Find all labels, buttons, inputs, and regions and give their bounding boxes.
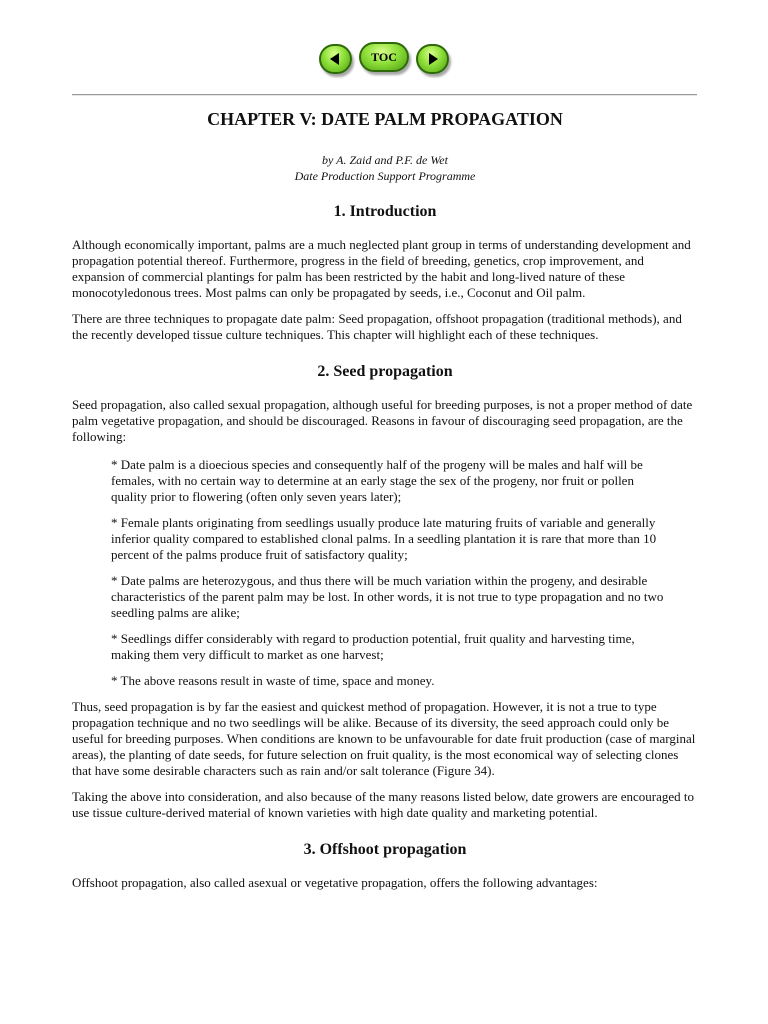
- toc-label: TOC: [371, 50, 397, 64]
- left-arrow-icon: [330, 53, 339, 65]
- paragraph: Seed propagation, also called sexual propagation, although useful for breeding purposes, is not a proper method of date palm vegetative propagation, and should be discouraged. Reasons in favour of discouraging seed propagation, are the following:: [72, 397, 693, 444]
- paragraph: There are three techniques to propagate date palm: Seed propagation, offshoot propagation (traditional methods), and the recently developed tissue culture techniques. This chapter will highlight each of these techniques.: [72, 311, 682, 342]
- list-item: * The above reasons result in waste of time, space and money.: [111, 673, 435, 688]
- header-divider: [72, 94, 697, 96]
- section-heading-seed-propagation: 2. Seed propagation: [317, 363, 453, 380]
- paragraph: Although economically important, palms are a much neglected plant group in terms of understanding development and propagation potential thereof. Furthermore, progress in the field of breeding, genetics, crop improvement, and expansion of commercial plantings for palm has been restricted by the habit and long-lived nature of these monocotyledonous trees. Most palms can only be propagated by seeds, i.e., Coconut and Oil palm.: [72, 237, 691, 300]
- list-item: * Seedlings differ considerably with regard to production potential, fruit quality and harvesting time, making them very difficult to market as one harvest;: [111, 631, 635, 662]
- list-item: * Date palm is a dioecious species and consequently half of the progeny will be males and half will be females, with no certain way to determine at an early stage the sex of the progeny, nor fruit or pollen quality prior to flowering (often only seven years later);: [111, 457, 643, 504]
- paragraph: Taking the above into consideration, and also because of the many reasons listed below, date growers are encouraged to use tissue culture-derived material of known varieties with high date quality and marketing potential.: [72, 789, 695, 820]
- list-item: * Female plants originating from seedlings usually produce late maturing fruits of variable and generally inferior quality compared to established clonal palms. In a seedling plantation it is rare that more than 10 percent of the palms produce fruit of satisfactory quality;: [111, 515, 657, 562]
- right-arrow-icon: [429, 53, 438, 65]
- authors: by A. Zaid and P.F. de Wet: [322, 153, 448, 167]
- navigation-bar: [0, 44, 768, 76]
- document-body: [72, 108, 698, 891]
- byline: [72, 152, 698, 184]
- next-page-button[interactable]: [416, 44, 449, 74]
- reasons-list: [72, 457, 666, 689]
- affiliation: Date Production Support Programme: [294, 169, 476, 183]
- toc-button[interactable]: [359, 42, 409, 72]
- chapter-title: CHAPTER V: DATE PALM PROPAGATION: [207, 109, 563, 129]
- paragraph: Offshoot propagation, also called asexual or vegetative propagation, offers the following advantages:: [72, 875, 598, 890]
- previous-page-button[interactable]: [319, 44, 352, 74]
- section-heading-offshoot-propagation: 3. Offshoot propagation: [303, 841, 467, 858]
- list-item: * Date palms are heterozygous, and thus there will be much variation within the progeny, and desirable characteristics of the parent palm may be lost. In other words, it is not true to type propagation and no two seedling palms are alike;: [111, 573, 664, 620]
- section-heading-introduction: 1. Introduction: [333, 203, 437, 220]
- paragraph: Thus, seed propagation is by far the easiest and quickest method of propagation. However, it is not a true to type propagation technique and no two seedlings will be alike. Because of its diversity, the seed approach could only be useful for breeding purposes. When conditions are known to be unfavourable for date fruit production (case of marginal areas), the planting of date seeds, for future selection on fruit quality, is the most economical way of selecting clones that have some desirable characters such as rain and/or salt tolerance (Figure 34).: [72, 699, 696, 778]
